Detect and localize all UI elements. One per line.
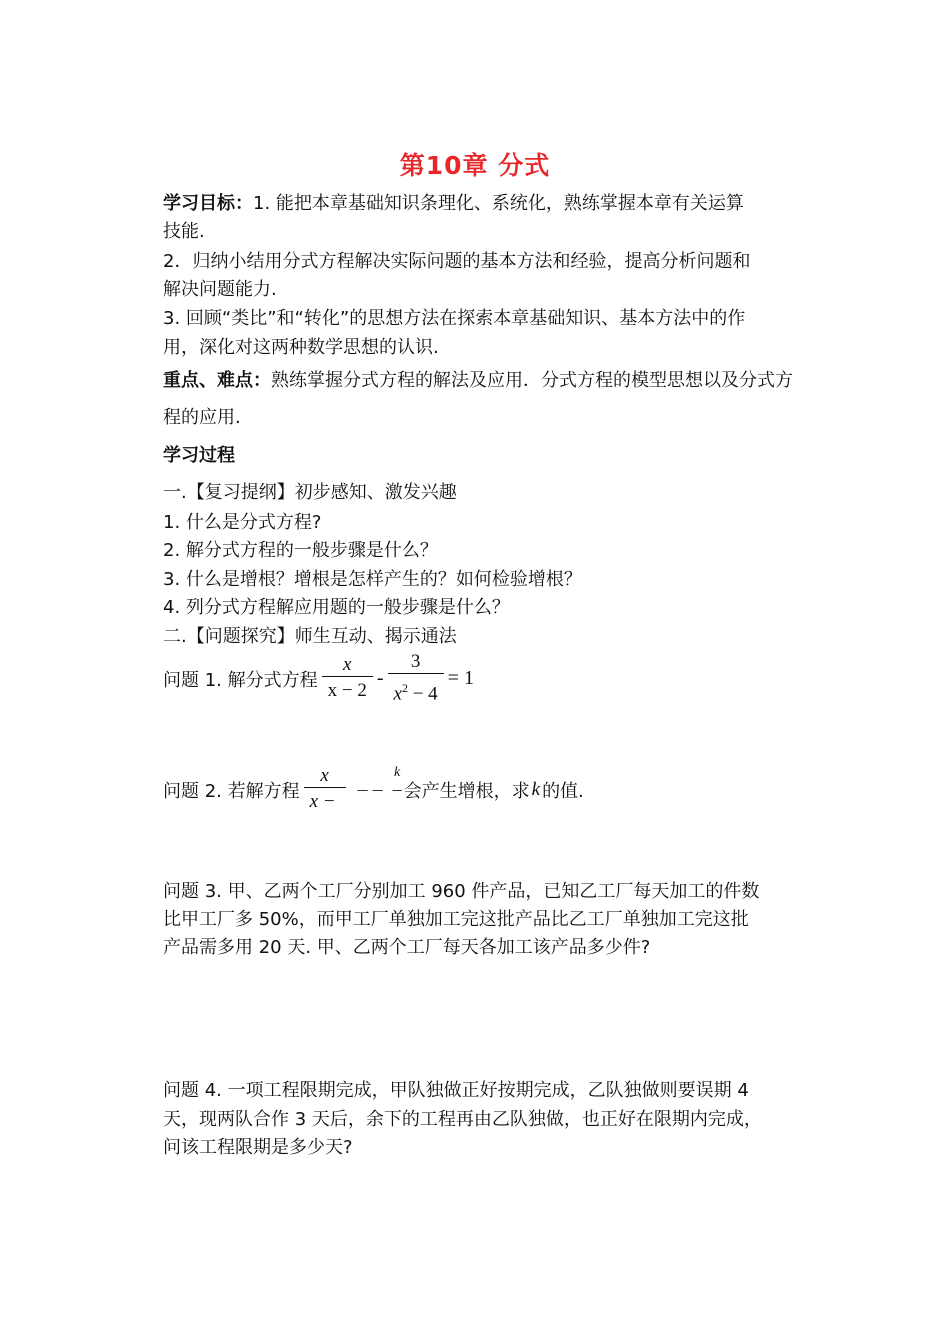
objective-3-text: 3. 回顾“类比”和“转化”的思想方法在探索本章基础知识、基本方法中的作 [163, 308, 746, 329]
objectives-label: 学习目标 [163, 193, 235, 214]
problem-2-k-var: k [531, 778, 541, 800]
objective-1-cont: 技能. [163, 221, 205, 242]
problem-3-line-1: 问题 3. 甲、乙两个工厂分别加工 960 件产品，已知乙工厂每天加工的件数 [163, 881, 760, 902]
objective-3-cont: 用，深化对这两种数学思想的认识. [163, 337, 439, 358]
objective-1-text: 1. 能把本章基础知识条理化、系统化，熟练掌握本章有关运算 [253, 193, 744, 214]
problem-3-line-2: 比甲工厂多 50%，而甲工厂单独加工完这批产品比乙工厂单独加工完这批 [163, 909, 749, 930]
objective-2-cont: 解决问题能力. [163, 279, 277, 300]
problem-2-dashes: – – [357, 778, 383, 800]
fraction-2-den-exponent: 2 [401, 681, 408, 695]
chapter-title: 第10章 分式 [399, 151, 551, 180]
fraction-2-den-rest: − 4 [407, 683, 438, 705]
problem-2-suffix-b: 的值. [542, 780, 584, 802]
problem-2-k-bottom: – [392, 778, 402, 799]
problem-1 [163, 651, 474, 706]
problem-2-fraction [304, 765, 346, 814]
review-question-3: 3. 什么是增根？增根是怎样产生的？如何检验增根？ [163, 569, 582, 590]
fraction-2-denominator [388, 673, 444, 706]
fraction-1-denominator: x − 2 [322, 676, 373, 703]
fraction-2-den-base: x [393, 683, 402, 705]
keypoints-label: 重点、难点： [163, 370, 271, 391]
problem-2-suffix-a: 会产生增根，求 [403, 780, 530, 802]
review-section-heading: 一.【复习提纲】初步感知、激发兴趣 [163, 482, 457, 503]
problem-1-fraction-2 [388, 651, 444, 706]
fraction-2-numerator: 3 [410, 651, 421, 672]
problem-1-fraction-1 [322, 654, 373, 703]
problem-4-line-1: 问题 4. 一项工程限期完成，甲队独做正好按期完成，乙队独做则要误期 4 [163, 1080, 749, 1101]
problem-1-minus: - [376, 667, 384, 690]
keypoints-cont: 程的应用. [163, 407, 241, 428]
fraction-1-numerator: x [343, 654, 352, 676]
process-heading: 学习过程 [163, 445, 235, 466]
problem-1-rhs: = 1 [447, 667, 474, 690]
review-question-4: 4. 列分式方程解应用题的一般步骤是什么？ [163, 597, 510, 618]
problem-4-line-2: 天，现两队合作 3 天后，余下的工程再由乙队独做，也正好在限期内完成， [163, 1109, 762, 1130]
objectives-line-1 [163, 191, 744, 217]
problem-2-fraction-numerator: x [320, 765, 329, 786]
problem-2-k-top: k [394, 764, 401, 780]
problem-2-k-fraction [392, 764, 402, 799]
problem-4-line-3: 问该工程限期是多少天? [163, 1137, 353, 1158]
keypoints-line-1 [163, 368, 793, 394]
objective-2-text: 2．归纳小结用分式方程解决实际问题的基本方法和经验，提高分析问题和 [163, 251, 751, 272]
review-question-1: 1. 什么是分式方程? [163, 512, 322, 533]
problem-2 [163, 765, 584, 814]
problem-1-prefix: 问题 1. 解分式方程 [163, 669, 318, 691]
problem-2-fraction-denominator: x − [304, 787, 346, 814]
problem-2-prefix: 问题 2. 若解方程 [163, 780, 300, 802]
objectives-colon: ： [235, 193, 253, 214]
explore-section-heading: 二.【问题探究】师生互动、揭示通法 [163, 626, 457, 647]
problem-3-line-3: 产品需多用 20 天. 甲、乙两个工厂每天各加工该产品多少件? [163, 937, 651, 958]
review-question-2: 2. 解分式方程的一般步骤是什么？ [163, 540, 438, 561]
keypoints-text: 熟练掌握分式方程的解法及应用．分式方程的模型思想以及分式方 [271, 370, 793, 391]
